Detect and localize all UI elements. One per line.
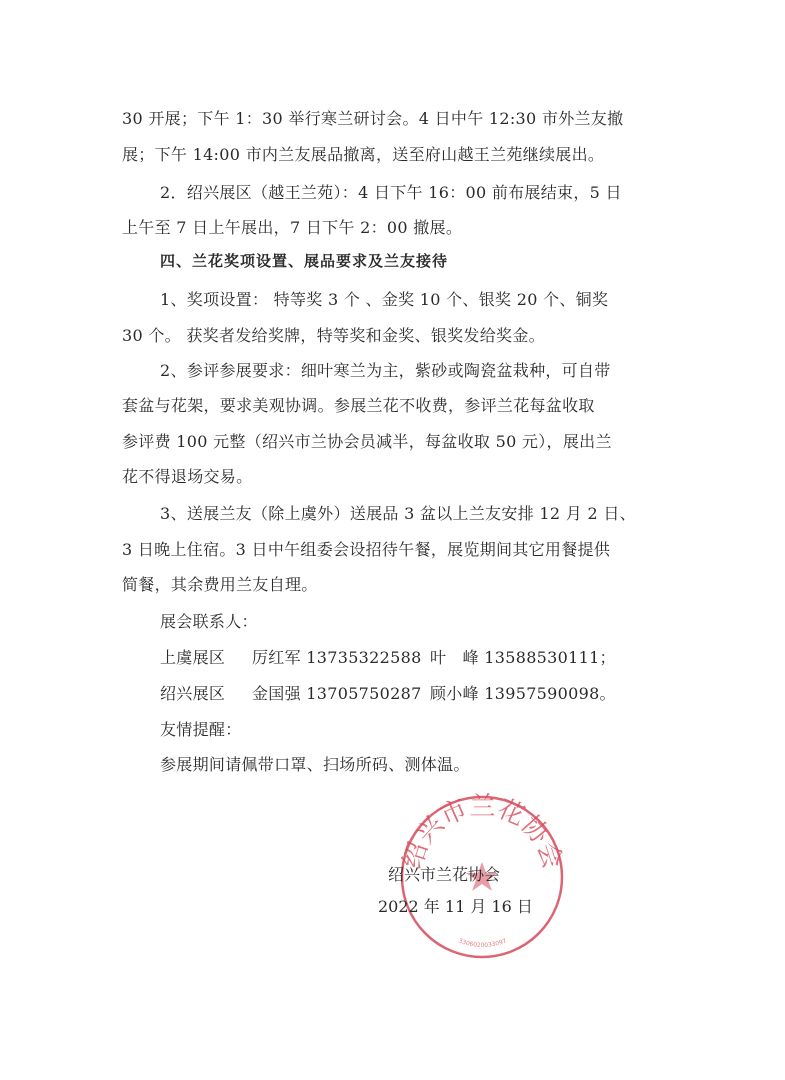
contact-shangyu	[160, 645, 616, 668]
contact-shaoxing	[160, 681, 616, 704]
schedule-line-1: 30 开展；下午 1：30 举行寒兰研讨会。4 日中午 12:30 市外兰友撤	[122, 109, 624, 128]
awards-line-2: 30 个。 获奖者发给奖牌，特等奖和金奖、银奖发给奖金。	[122, 326, 545, 345]
svg-text:绍兴市兰花协会	[398, 792, 568, 873]
schedule-line-2: 展；下午 14:00 市内兰友展品撤离，送至府山越王兰苑继续展出。	[122, 145, 605, 164]
awards-line-1: 1、奖项设置： 特等奖 3 个 、金奖 10 个、银奖 20 个、铜奖	[160, 290, 609, 309]
shaoxing-area-line-1: 2．绍兴展区（越王兰苑）：4 日下午 16：00 前布展结束，5 日	[160, 183, 622, 202]
requirements-line-3: 参评费 100 元整（绍兴市兰协会员减半，每盆收取 50 元），展出兰	[122, 432, 612, 451]
section-four-heading: 四、兰花奖项设置、展品要求及兰友接待	[160, 252, 449, 270]
shaoxing-area-line-2: 上午至 7 日上午展出，7 日下午 2：00 撤展。	[122, 218, 463, 237]
signature-organization: 绍兴市兰花协会	[388, 865, 501, 884]
seal-number: 3306020033097	[457, 937, 508, 950]
contact-person-2: 叶 峰 13588530111；	[430, 648, 616, 667]
reception-line-3: 简餐，其余费用兰友自理。	[122, 575, 318, 594]
contact-area-label: 绍兴展区	[160, 684, 226, 703]
reception-line-1: 3、送展兰友（除上虞外）送展品 3 盆以上兰友安排 12 月 2 日、	[160, 504, 636, 523]
requirements-line-2: 套盆与花架，要求美观协调。参展兰花不收费，参评兰花每盆收取	[122, 396, 595, 415]
reminder-heading: 友情提醒：	[160, 720, 242, 739]
seal-text: 绍兴市兰花协会	[397, 791, 568, 873]
contact-person-1: 金国强 13705750287	[252, 684, 422, 703]
reception-line-2: 3 日晚上住宿。3 日中午组委会设招待午餐，展览期间其它用餐提供	[122, 540, 611, 559]
requirements-line-4: 花不得退场交易。	[122, 467, 253, 486]
signature-date: 2022 年 11 月 16 日	[378, 897, 533, 916]
contact-person-1: 厉红军 13735322588	[252, 648, 422, 667]
contact-person-2: 顾小峰 13957590098。	[430, 684, 616, 703]
contact-area-label: 上虞展区	[160, 648, 226, 667]
svg-text:3306020033097	[457, 937, 507, 949]
requirements-line-1: 2、参评参展要求：细叶寒兰为主，紫砂或陶瓷盆栽种，可自带	[160, 361, 611, 380]
contacts-heading: 展会联系人：	[160, 612, 258, 631]
reminder-text: 参展期间请佩带口罩、扫场所码、测体温。	[160, 755, 470, 774]
